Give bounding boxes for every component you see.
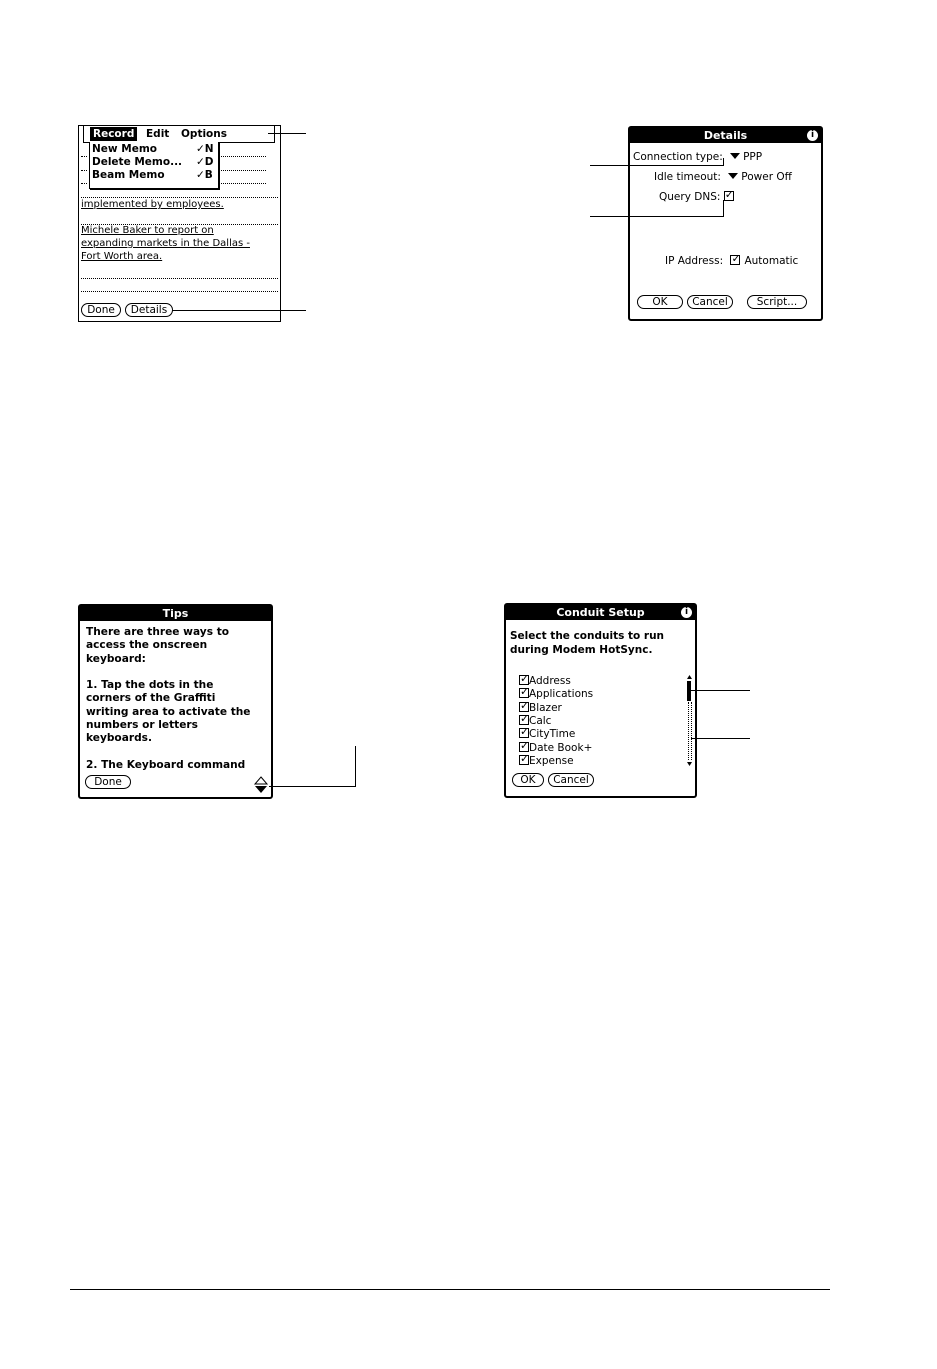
tips-text-line: writing area to activate the	[86, 705, 251, 718]
shortcut-new-memo: ✓N	[196, 143, 214, 155]
tips-text-line: 1. Tap the dots in the	[86, 679, 214, 692]
checkbox-icon	[519, 675, 529, 685]
callout-line	[723, 200, 724, 217]
memo-text-line: expanding markets in the Dallas -	[81, 238, 250, 249]
conduit-scrollbar[interactable]	[687, 675, 692, 767]
checkbox-icon	[519, 755, 529, 765]
tips-done-button[interactable]: Done	[85, 775, 131, 789]
memo-line-dots	[221, 183, 266, 184]
menu-edit[interactable]: Edit	[146, 128, 170, 140]
details-ok-button[interactable]: OK	[637, 295, 683, 309]
tips-text-line: There are three ways to	[86, 626, 230, 638]
info-icon[interactable]: i	[807, 130, 818, 141]
tips-text-line: 2. The Keyboard command	[86, 758, 246, 771]
conduit-title: Conduit Setup	[556, 606, 645, 619]
memo-line-dots	[81, 291, 278, 292]
details-title: Details	[703, 129, 748, 142]
conduit-item[interactable]: ✓CityTime	[519, 728, 575, 740]
callout-line	[590, 165, 724, 166]
tips-text-line: keyboards.	[86, 732, 152, 745]
scrollbar-track	[688, 702, 692, 760]
menu-item-beam-memo[interactable]: Beam Memo ✓B	[92, 169, 213, 181]
callout-line	[268, 133, 306, 134]
scrollbar-thumb[interactable]	[687, 681, 691, 701]
query-dns-checkbox[interactable]	[724, 191, 734, 201]
idle-timeout-trigger[interactable]	[724, 171, 792, 183]
callout-line	[691, 690, 750, 691]
memo-line-dots	[221, 170, 266, 171]
callout-line	[590, 216, 724, 217]
ip-address-checkbox[interactable]	[730, 255, 740, 265]
ip-address-value: Automatic	[744, 255, 799, 267]
connection-type-row	[633, 151, 762, 163]
connection-type-label: Connection type:	[633, 151, 723, 163]
tips-text-line: access the onscreen	[86, 639, 208, 652]
query-dns-label: Query DNS:	[659, 191, 721, 203]
tips-text-line: corners of the Graffiti	[86, 692, 216, 705]
menu-record[interactable]: Record	[90, 127, 137, 141]
memo-text-line: Michele Baker to report on	[81, 225, 214, 236]
tips-text-line	[86, 666, 266, 679]
scroll-up-arrow-icon[interactable]	[687, 675, 692, 680]
tips-text-line	[86, 746, 266, 759]
scroll-down-arrow-icon[interactable]	[687, 762, 692, 767]
memo-line-dots	[221, 156, 266, 157]
callout-line	[723, 158, 724, 166]
memo-line-dots	[81, 197, 278, 198]
idle-timeout-row	[654, 171, 792, 183]
checkbox-icon	[519, 728, 529, 738]
checkbox-icon	[519, 715, 529, 725]
details-cancel-button[interactable]: Cancel	[687, 295, 733, 309]
tips-screen	[78, 604, 273, 799]
memo-screen	[78, 125, 281, 322]
menu-options[interactable]: Options	[181, 128, 227, 140]
info-icon[interactable]: i	[681, 607, 692, 618]
conduit-item[interactable]: ✓Applications	[519, 688, 593, 700]
callout-line	[172, 310, 306, 311]
conduit-ok-button[interactable]: OK	[512, 773, 544, 787]
tips-text-line: numbers or letters	[86, 719, 198, 732]
memo-line-dots	[81, 278, 278, 279]
tips-text-line: keyboard:	[86, 652, 146, 665]
memo-done-button[interactable]: Done	[81, 303, 121, 317]
idle-timeout-value: Power Off	[741, 171, 792, 183]
callout-line	[269, 786, 355, 787]
ip-address-row	[665, 255, 798, 267]
memo-text-line: Fort Worth area.	[81, 251, 163, 262]
conduit-item[interactable]: ✓Calc	[519, 715, 551, 727]
checkbox-icon	[519, 702, 529, 712]
memo-line-dots	[81, 170, 87, 171]
checkbox-icon	[519, 688, 529, 698]
connection-type-value: PPP	[743, 151, 763, 163]
conduit-instruction-line: during Modem HotSync.	[510, 644, 653, 656]
record-menu-dropdown	[89, 142, 219, 189]
idle-timeout-label: Idle timeout:	[654, 171, 721, 183]
conduit-item[interactable]: ✓Address	[519, 675, 571, 687]
shortcut-beam-memo: ✓B	[196, 169, 213, 181]
conduit-cancel-button[interactable]: Cancel	[548, 773, 594, 787]
menu-bar	[83, 126, 275, 143]
callout-line	[355, 746, 356, 787]
page-footer-rule	[70, 1289, 830, 1290]
checkbox-icon	[519, 742, 529, 752]
conduit-instruction-line: Select the conduits to run	[510, 630, 665, 642]
details-title-bar	[630, 128, 821, 143]
conduit-title-bar	[506, 605, 695, 620]
memo-line-dots	[81, 183, 87, 184]
conduit-item[interactable]: ✓Date Book+	[519, 742, 592, 754]
ip-address-label: IP Address:	[665, 255, 724, 267]
conduit-instruction	[510, 629, 664, 657]
memo-text-line: implemented by employees.	[81, 199, 224, 210]
dropdown-arrow-icon	[730, 153, 740, 159]
conduit-setup-screen	[504, 603, 697, 798]
menu-item-delete-memo[interactable]: Delete Memo... ✓D	[92, 156, 214, 168]
shortcut-delete-memo: ✓D	[196, 156, 214, 168]
tips-title-bar	[80, 606, 271, 621]
conduit-item[interactable]: ✓Expense	[519, 755, 574, 767]
scroll-arrows-icon[interactable]	[254, 776, 268, 794]
callout-line	[691, 738, 750, 739]
menu-item-new-memo[interactable]: New Memo ✓N	[92, 143, 214, 155]
conduit-item[interactable]: ✓Blazer	[519, 702, 562, 714]
dropdown-arrow-icon	[728, 173, 738, 179]
details-screen	[628, 126, 823, 321]
tips-title: Tips	[162, 607, 189, 620]
memo-details-button[interactable]: Details	[125, 303, 173, 317]
tips-body	[86, 626, 266, 772]
connection-type-trigger[interactable]	[726, 151, 762, 163]
memo-line-dots	[81, 156, 87, 157]
details-script-button[interactable]: Script...	[747, 295, 807, 309]
